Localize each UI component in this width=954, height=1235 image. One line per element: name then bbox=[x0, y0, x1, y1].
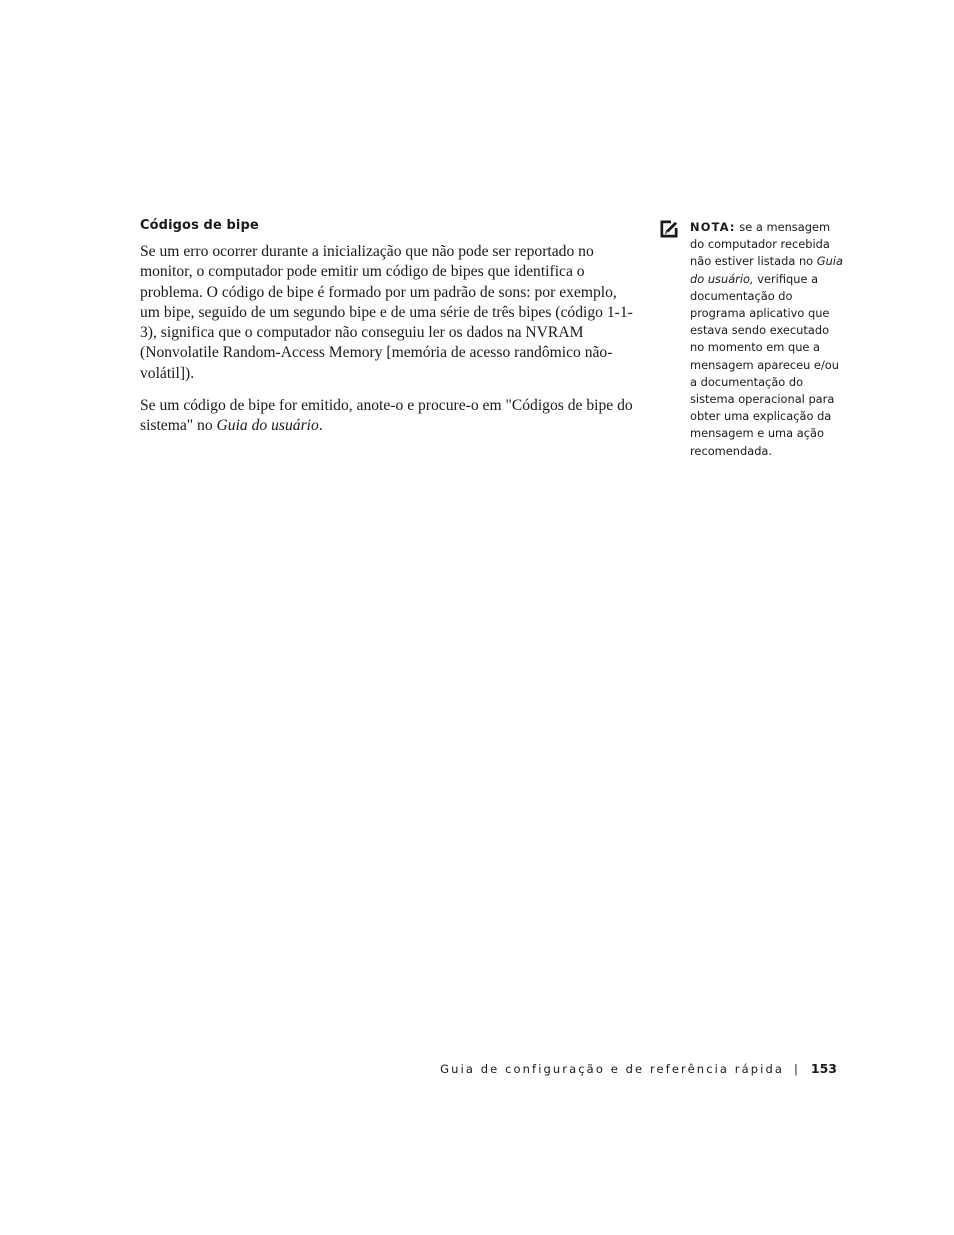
page-footer bbox=[440, 1061, 837, 1076]
paragraph-text: . bbox=[318, 417, 323, 435]
body-paragraph: Se um erro ocorrer durante a inicialização que não pode ser reportado no monitor, o computador pode emitir um código de bipes que identifica o problema. O código de bipe é formado por um padrão de sons: por exemplo, um bipe, seguido de um segundo bipe e de uma série de três bipes (código 1-1-3), significa que o computador não conseguiu ler os dados na NVRAM (Nonvolatile Random-Access Memory [memória de acesso randômico não-volátil]). bbox=[140, 243, 633, 382]
guide-title-reference: Guia do usuário, bbox=[690, 254, 843, 286]
body-paragraph bbox=[140, 396, 640, 437]
note-pencil-icon bbox=[659, 219, 679, 239]
note-text: se a mensagem do computador recebida não estiver listada no bbox=[690, 220, 831, 269]
section-heading: Códigos de bipe bbox=[140, 218, 259, 233]
note-text: verifique a documentação do programa aplicativo que estava sendo executado no momento em que a mensagem apareceu e/ou a documentação do sistema operacional para obter uma explicação da mensagem e uma ação recomendada. bbox=[690, 271, 839, 458]
guide-title-reference: Guia do usuário bbox=[216, 417, 319, 435]
note-label: NOTA: bbox=[690, 220, 736, 234]
note-box bbox=[690, 219, 846, 460]
page-number: 153 bbox=[810, 1061, 837, 1076]
footer-title: Guia de configuração e de referência rápida bbox=[440, 1062, 785, 1076]
footer-separator: | bbox=[794, 1062, 798, 1076]
paragraph-text: Se um código de bipe for emitido, anote-o e procure-o em "Códigos de bipe do sistema" no bbox=[140, 397, 633, 435]
